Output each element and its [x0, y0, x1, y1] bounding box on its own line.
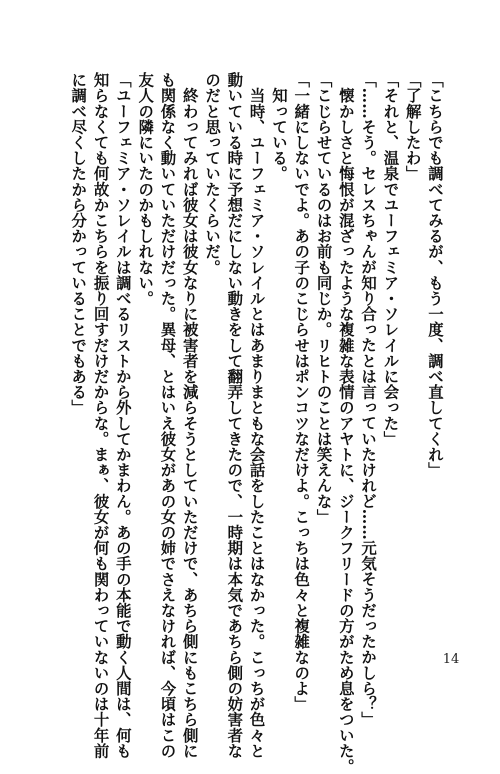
vertical-text-body: [67, 72, 446, 774]
text-line: 「それと、温泉でユーフェミア・ソレイルに会った」: [381, 72, 400, 447]
text-line: 動いている時に予想だにしない動きをして翻弄してきたので、一時期は本気であちら側の妨害者な: [225, 72, 244, 759]
text-line: に調べ尽くしたから分かっていることでもある」: [69, 72, 88, 416]
text-line: 「ユーフェミア・ソレイルは調べるリストから外してかまわん。あの手の本能で動く人間は、何も: [113, 72, 132, 759]
text-line: 友人の隣にいたのかもしれない。: [136, 72, 155, 306]
text-line: 「こじらせているのはお前も同じか。リヒトのことは笑えんな」: [314, 72, 333, 525]
text-line: 「了解したわ」: [403, 72, 422, 182]
text-line: 懐かしさと悔恨が混ざったような複雑な表情のアヤトに、ジークフリードの方がため息をついた。: [336, 72, 355, 774]
text-line: 「こちらでも調べてみるが、もう一度、調べ直してくれ」: [426, 72, 444, 478]
text-line: も関係なく動いていただけだった。異母、とはいえ彼女があの女の姉でさえなければ、今頃はこの: [158, 72, 177, 759]
text-line: 当時、ユーフェミア・ソレイルとはあまりまともな会話をしたことはなかった。こっちが色々と: [247, 72, 266, 759]
text-line: のだと思っていたくらいだ。: [203, 72, 222, 275]
text-line: 知っている。: [269, 72, 288, 182]
text-line: 知らなくても何故かこちらを振り回すだけだからな。まぁ、彼女が何も関わっていないのは十年前: [91, 72, 110, 759]
text-line: 「……そう。セレスちゃんが知り合ったとは言っていたけれど……元気そうだったかしら？」: [359, 72, 378, 728]
page-number: 14: [442, 652, 460, 667]
text-line: 「一緒にしないでよ。あの子のこじらせはポンコツなだけよ。こっちは色々と複雑なのよ」: [292, 72, 311, 712]
text-line: 終わってみれば彼女は彼女なりに被害者を減らそうとしていただけで、あちら側にもこちら側に: [180, 72, 199, 759]
